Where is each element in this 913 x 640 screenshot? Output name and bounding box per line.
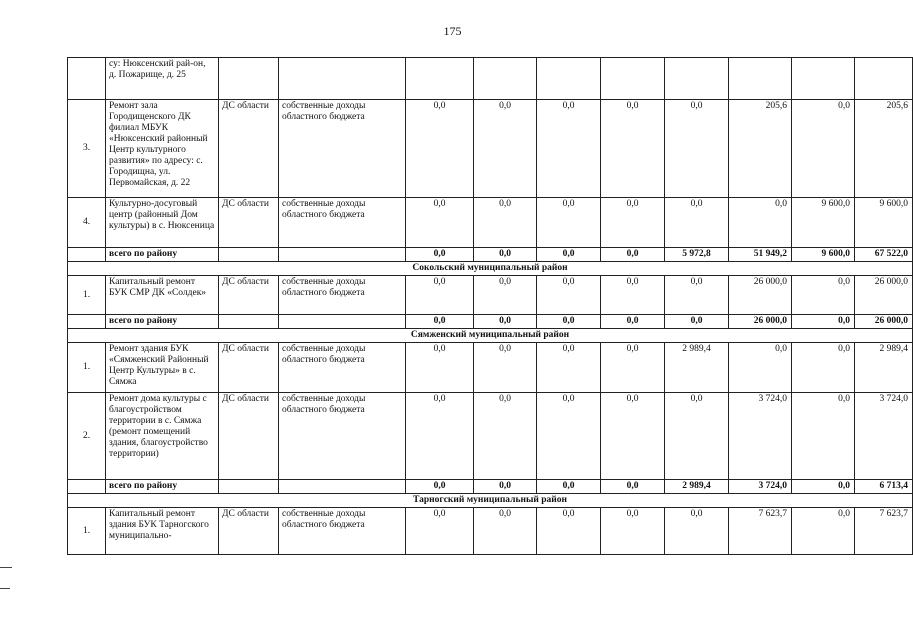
value-cell: 0,0: [474, 100, 537, 198]
value-cell: 0,0: [474, 508, 537, 555]
funding-type: ДС области: [219, 198, 279, 248]
value-cell: 0,0: [537, 276, 601, 315]
value-cell: 0,0: [601, 276, 665, 315]
object-name: Капитальный ремонт БУК СМР ДК «Солдек»: [106, 276, 219, 315]
value-cell: 0,0: [792, 276, 855, 315]
value-cell: 0,0: [792, 343, 855, 393]
total-value: 0,0: [406, 315, 474, 329]
value-cell: 0,0: [792, 508, 855, 555]
empty-cell: [279, 480, 406, 494]
object-name: Ремонт здания БУК «Сямженский Районный Центр Культуры» в с. Сямжа: [106, 343, 219, 393]
value-cell: 0,0: [601, 508, 665, 555]
empty-cell: [279, 58, 406, 100]
value-cell: 0,0: [537, 343, 601, 393]
total-value: 0,0: [792, 480, 855, 494]
value-cell: 0,0: [474, 276, 537, 315]
value-cell: 0,0: [665, 198, 729, 248]
funding-source: собственные доходы областного бюджета: [279, 276, 406, 315]
page-number: 175: [443, 24, 462, 38]
value-cell: 9 600,0: [855, 198, 913, 248]
empty-cell: [68, 58, 106, 100]
total-value: 26 000,0: [855, 315, 913, 329]
value-cell: 2 989,4: [855, 343, 913, 393]
funding-source: собственные доходы областного бюджета: [279, 100, 406, 198]
total-value: 5 972,8: [665, 248, 729, 262]
empty-cell: [219, 315, 279, 329]
total-value: 0,0: [537, 248, 601, 262]
empty-cell: [279, 248, 406, 262]
district-title: Сямженский муниципальный район: [68, 329, 913, 343]
total-value: 0,0: [406, 248, 474, 262]
value-cell: 0,0: [474, 343, 537, 393]
district-title: Тарногский муниципальный район: [68, 494, 913, 508]
value-cell: 0,0: [601, 393, 665, 480]
value-cell: 0,0: [601, 343, 665, 393]
empty-cell: [68, 315, 106, 329]
funding-type: ДС области: [219, 508, 279, 555]
table-row: [68, 58, 913, 100]
value-cell: 0,0: [792, 100, 855, 198]
total-value: 2 989,4: [665, 480, 729, 494]
value-cell: 0,0: [792, 393, 855, 480]
total-value: 0,0: [474, 315, 537, 329]
value-cell: 0,0: [665, 100, 729, 198]
empty-cell: [68, 480, 106, 494]
empty-cell: [537, 58, 601, 100]
value-cell: 7 623,7: [729, 508, 792, 555]
total-value: 0,0: [665, 315, 729, 329]
funding-type: ДС области: [219, 276, 279, 315]
object-name: су: Нюксенский рай-он, д. Пожарище, д. 25: [106, 58, 219, 100]
value-cell: 3 724,0: [855, 393, 913, 480]
object-name: Культурно-досуговый центр (районный Дом культуры) в с. Нюксеница: [106, 198, 219, 248]
total-value: 0,0: [474, 480, 537, 494]
value-cell: 0,0: [406, 100, 474, 198]
district-header-row: [68, 262, 913, 276]
total-value: 0,0: [792, 315, 855, 329]
funding-source: собственные доходы областного бюджета: [279, 343, 406, 393]
value-cell: 2 989,4: [665, 343, 729, 393]
object-name: Капитальный ремонт здания БУК Тарногского муниципально-: [106, 508, 219, 555]
empty-cell: [855, 58, 913, 100]
value-cell: 0,0: [601, 100, 665, 198]
table-row: [68, 343, 913, 393]
table-row: [68, 198, 913, 248]
total-label: всего по району: [106, 315, 219, 329]
empty-cell: [729, 58, 792, 100]
value-cell: 0,0: [406, 393, 474, 480]
value-cell: 0,0: [601, 198, 665, 248]
value-cell: 7 623,7: [855, 508, 913, 555]
value-cell: 0,0: [537, 100, 601, 198]
total-value: 9 600,0: [792, 248, 855, 262]
district-title: Сокольский муниципальный район: [68, 262, 913, 276]
total-label: всего по району: [106, 248, 219, 262]
total-row: [68, 248, 913, 262]
object-name: Ремонт дома культуры с благоустройством территории в с. Сямжа (ремонт помещений здания, благоустройство территории): [106, 393, 219, 480]
district-header-row: [68, 329, 913, 343]
total-value: 0,0: [406, 480, 474, 494]
margin-mark: [0, 567, 12, 568]
table-row: [68, 508, 913, 555]
value-cell: 0,0: [474, 198, 537, 248]
row-number: 1.: [68, 508, 106, 555]
row-number: 4.: [68, 198, 106, 248]
row-number: 2.: [68, 393, 106, 480]
row-number: 3.: [68, 100, 106, 198]
value-cell: 0,0: [665, 276, 729, 315]
value-cell: 0,0: [406, 276, 474, 315]
empty-cell: [792, 58, 855, 100]
row-number: 1.: [68, 343, 106, 393]
value-cell: 3 724,0: [729, 393, 792, 480]
funding-source: собственные доходы областного бюджета: [279, 198, 406, 248]
value-cell: 0,0: [406, 198, 474, 248]
value-cell: 0,0: [729, 343, 792, 393]
funding-type: ДС области: [219, 343, 279, 393]
empty-cell: [219, 58, 279, 100]
empty-cell: [219, 248, 279, 262]
total-value: 0,0: [537, 315, 601, 329]
row-number: 1.: [68, 276, 106, 315]
funding-source: собственные доходы областного бюджета: [279, 393, 406, 480]
empty-cell: [474, 58, 537, 100]
object-name: Ремонт зала Городищенского ДК филиал МБУК «Нюксенский районный Центр культурного развития» по адресу: с. Городищна, ул. Первомайская, д. 22: [106, 100, 219, 198]
funding-type: ДС области: [219, 393, 279, 480]
total-value: 0,0: [601, 248, 665, 262]
value-cell: 0,0: [537, 198, 601, 248]
total-value: 6 713,4: [855, 480, 913, 494]
table-row: [68, 100, 913, 198]
total-value: 0,0: [601, 315, 665, 329]
total-row: [68, 480, 913, 494]
value-cell: 205,6: [729, 100, 792, 198]
value-cell: 26 000,0: [729, 276, 792, 315]
total-row: [68, 315, 913, 329]
value-cell: 0,0: [665, 508, 729, 555]
table-row: [68, 393, 913, 480]
value-cell: 0,0: [537, 508, 601, 555]
value-cell: 9 600,0: [792, 198, 855, 248]
table-row: [68, 276, 913, 315]
value-cell: 0,0: [665, 393, 729, 480]
district-header-row: [68, 494, 913, 508]
empty-cell: [68, 248, 106, 262]
funding-type: ДС области: [219, 100, 279, 198]
total-value: 51 949,2: [729, 248, 792, 262]
total-label: всего по району: [106, 480, 219, 494]
total-value: 0,0: [474, 248, 537, 262]
empty-cell: [665, 58, 729, 100]
total-value: 26 000,0: [729, 315, 792, 329]
value-cell: 0,0: [729, 198, 792, 248]
total-value: 0,0: [601, 480, 665, 494]
empty-cell: [601, 58, 665, 100]
funding-source: собственные доходы областного бюджета: [279, 508, 406, 555]
value-cell: 0,0: [474, 393, 537, 480]
empty-cell: [219, 480, 279, 494]
empty-cell: [406, 58, 474, 100]
value-cell: 205,6: [855, 100, 913, 198]
value-cell: 26 000,0: [855, 276, 913, 315]
total-value: 67 522,0: [855, 248, 913, 262]
value-cell: 0,0: [406, 343, 474, 393]
value-cell: 0,0: [537, 393, 601, 480]
empty-cell: [279, 315, 406, 329]
total-value: 0,0: [537, 480, 601, 494]
budget-table: [67, 57, 913, 555]
margin-mark: [0, 588, 10, 589]
total-value: 3 724,0: [729, 480, 792, 494]
value-cell: 0,0: [406, 508, 474, 555]
